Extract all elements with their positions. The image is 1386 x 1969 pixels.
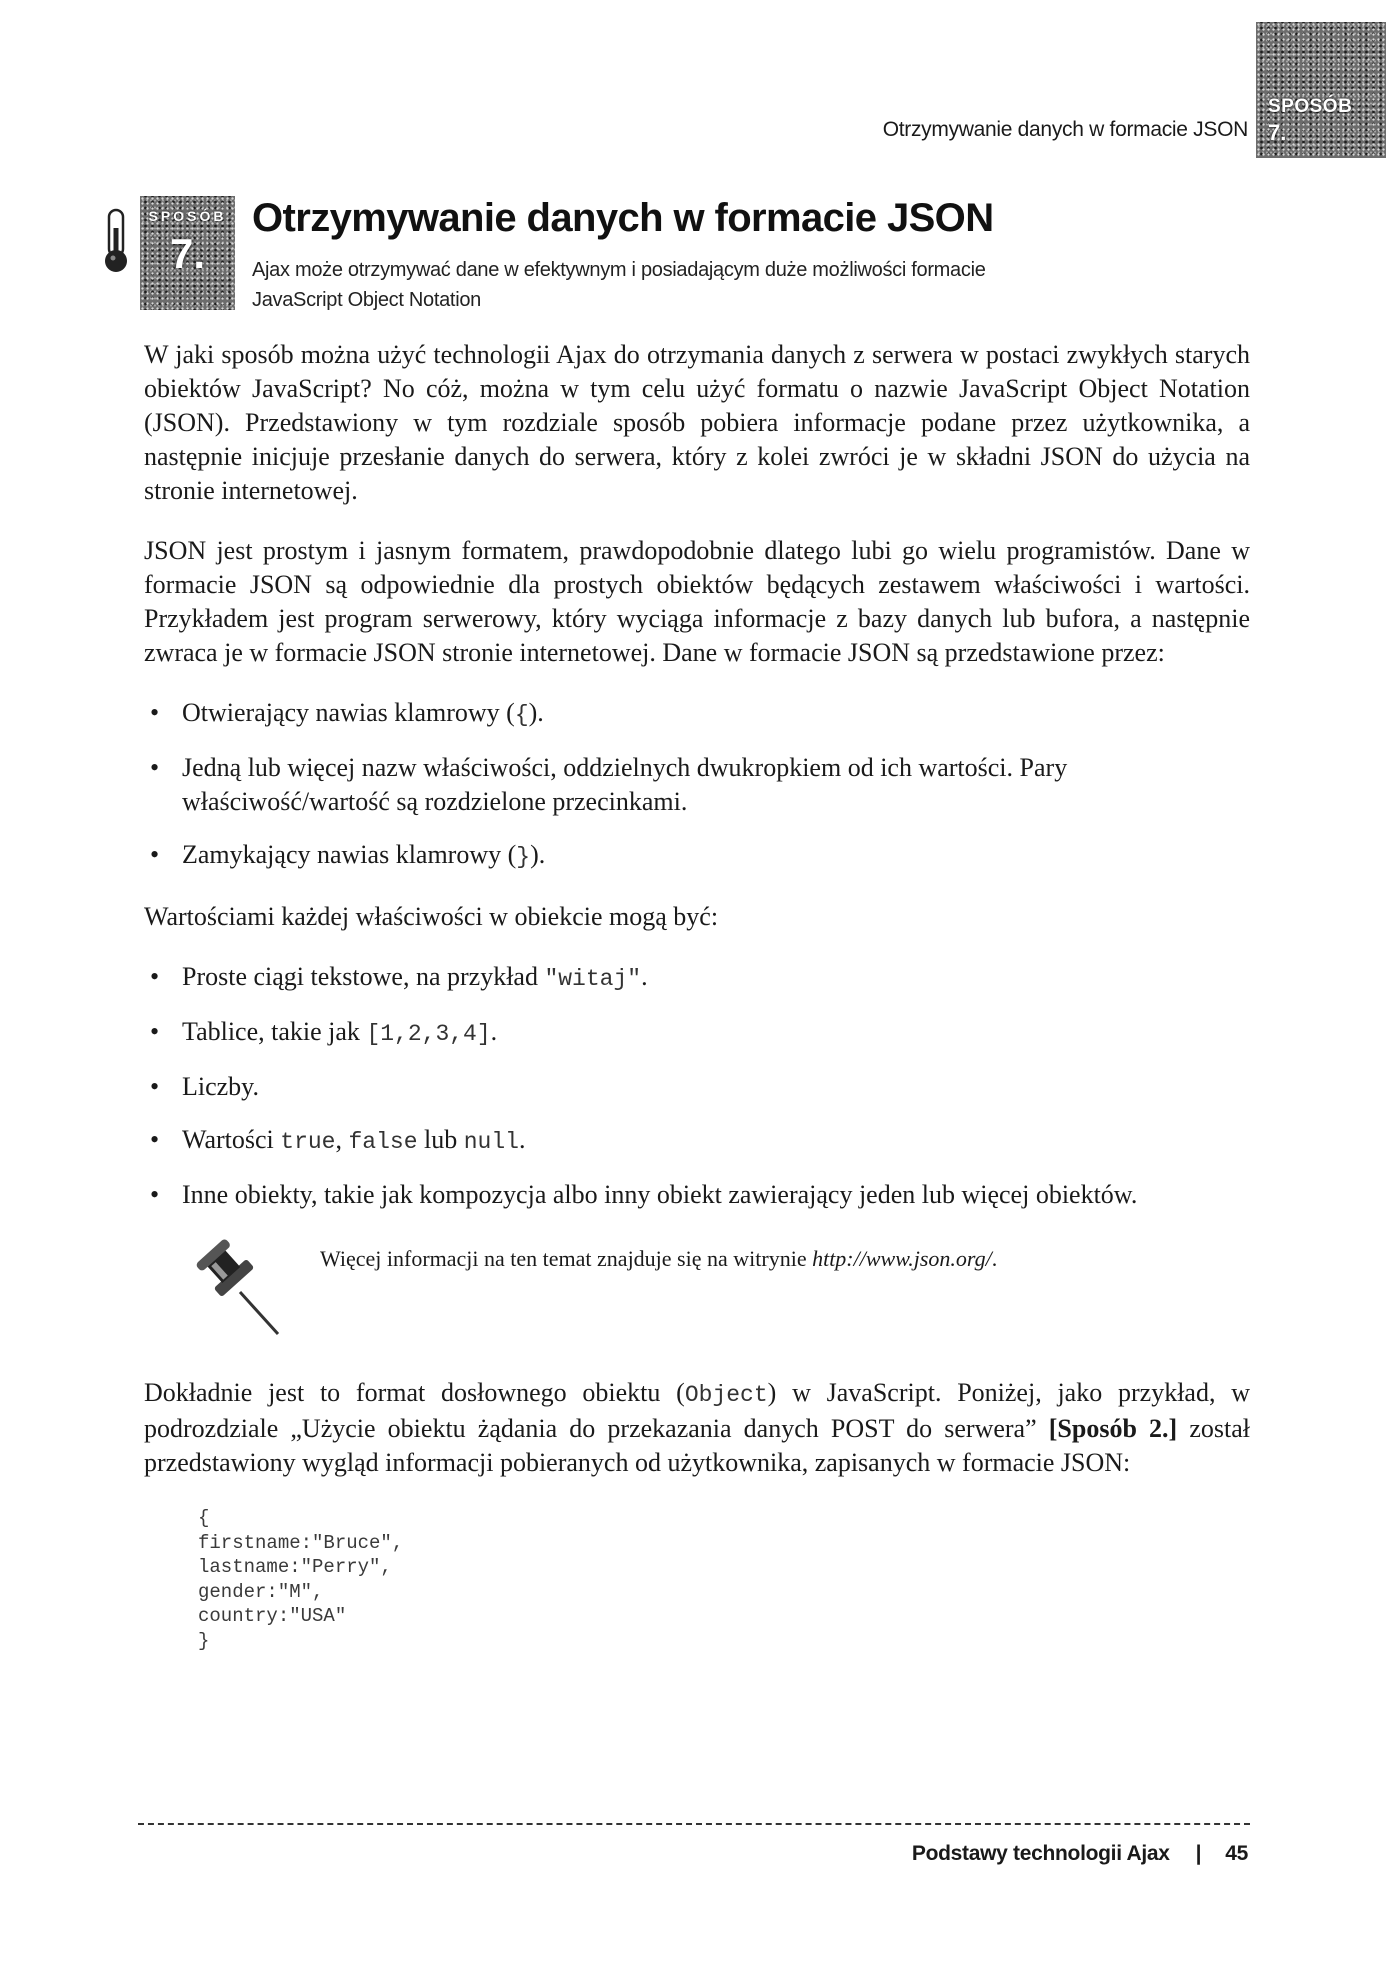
list-item: • Tablice, takie jak [1,2,3,4]. <box>144 1015 1250 1051</box>
json-org-link[interactable]: http://www.json.org/ <box>812 1246 992 1271</box>
list-item: • Zamykający nawias klamrowy (}). <box>144 838 1250 874</box>
list-item: • Jedną lub więcej nazw właściwości, oddzielnych dwukropkiem od ich wartości. Pary właściwość/wartość są rozdzielone przecinkami. <box>144 751 1250 819</box>
page-number: 45 <box>1225 1842 1248 1865</box>
footer-divider <box>138 1823 1250 1825</box>
json-values-list <box>144 960 1250 1212</box>
list-item: • Otwierający nawias klamrowy ({). <box>144 696 1250 732</box>
pushpin-icon <box>194 1238 284 1338</box>
hack-badge <box>140 196 235 310</box>
corner-hack-tab <box>1256 22 1386 158</box>
tip-note <box>144 1238 1250 1346</box>
thermometer-icon <box>100 208 132 274</box>
footer-book-title: Podstawy technologii Ajax <box>911 1842 1170 1865</box>
hack-reference: [Sposób 2.] <box>1048 1414 1178 1443</box>
hack-badge-number: 7. <box>169 230 206 277</box>
json-structure-list <box>144 696 1250 874</box>
list-item: • Proste ciągi tekstowe, na przykład "witaj". <box>144 960 1250 996</box>
paragraph-intro: W jaki sposób można użyć technologii Ajax do otrzymania danych z serwera w postaci zwykłych starych obiektów JavaScript? No cóż, można w tym celu użyć formatu o nazwie JavaScript Object Notation (JSON). Przedstawiony w tym rozdziale sposób pobiera informacje podane przez użytkownika, a następnie inicjuje przesłanie danych do serwera, który z kolei zwróci je w składni JSON do użycia na stronie internetowej. <box>144 340 1250 505</box>
list-item: • Wartości true, false lub null. <box>144 1123 1250 1159</box>
paragraph-json-description: JSON jest prostym i jasnym formatem, prawdopodobnie dlatego lubi go wielu programistów. Dane w formacie JSON są odpowiednie dla prostych obiektów będących zestawem właściwości i wartości. Przykładem jest program serwerowy, który wyciąga informacje z bazy danych lub bufora, a następnie zwraca je w formacie JSON stronie internetowej. Dane w formacie JSON są przedstawione przez: <box>144 536 1250 667</box>
footer-separator: | <box>1195 1842 1202 1865</box>
main-content <box>144 338 1250 1653</box>
corner-tab-number: 7. <box>1268 120 1287 145</box>
hack-title: Otrzymywanie danych w formacie JSON <box>252 196 994 240</box>
list-item: • Liczby. <box>144 1070 1250 1104</box>
hack-badge-label: SPOSÓB <box>148 208 227 224</box>
hack-subtitle: Ajax może otrzymywać dane w efektywnym i posiadającym duże możliwości formacie JavaScript Object Notation <box>252 259 986 311</box>
page-footer <box>800 1842 1248 1866</box>
running-header: Otrzymywanie danych w formacie JSON <box>882 118 1248 141</box>
paragraph-values-intro: Wartościami każdej właściwości w obiekcie mogą być: <box>144 902 719 931</box>
tip-text: Więcej informacji na ten temat znajduje się na witrynie http://www.json.org/. <box>320 1246 998 1271</box>
paragraph-object-literal: Dokładnie jest to format dosłownego obiektu (Object) w JavaScript. Poniżej, jako przykład, w podrozdziale „Użycie obiektu żądania do przekazania danych POST do serwera” [Sposób 2.] został przedstawiony wygląd informacji pobieranych od użytkownika, zapisanych w formacie JSON: <box>144 1378 1250 1477</box>
corner-tab-label: SPOSÓB <box>1268 96 1353 117</box>
list-item: • Inne obiekty, takie jak kompozycja albo inny obiekt zawierający jeden lub więcej obiektów. <box>144 1178 1250 1212</box>
json-code-block: { firstname:"Bruce", lastname:"Perry", gender:"M", country:"USA" } <box>198 1507 404 1652</box>
